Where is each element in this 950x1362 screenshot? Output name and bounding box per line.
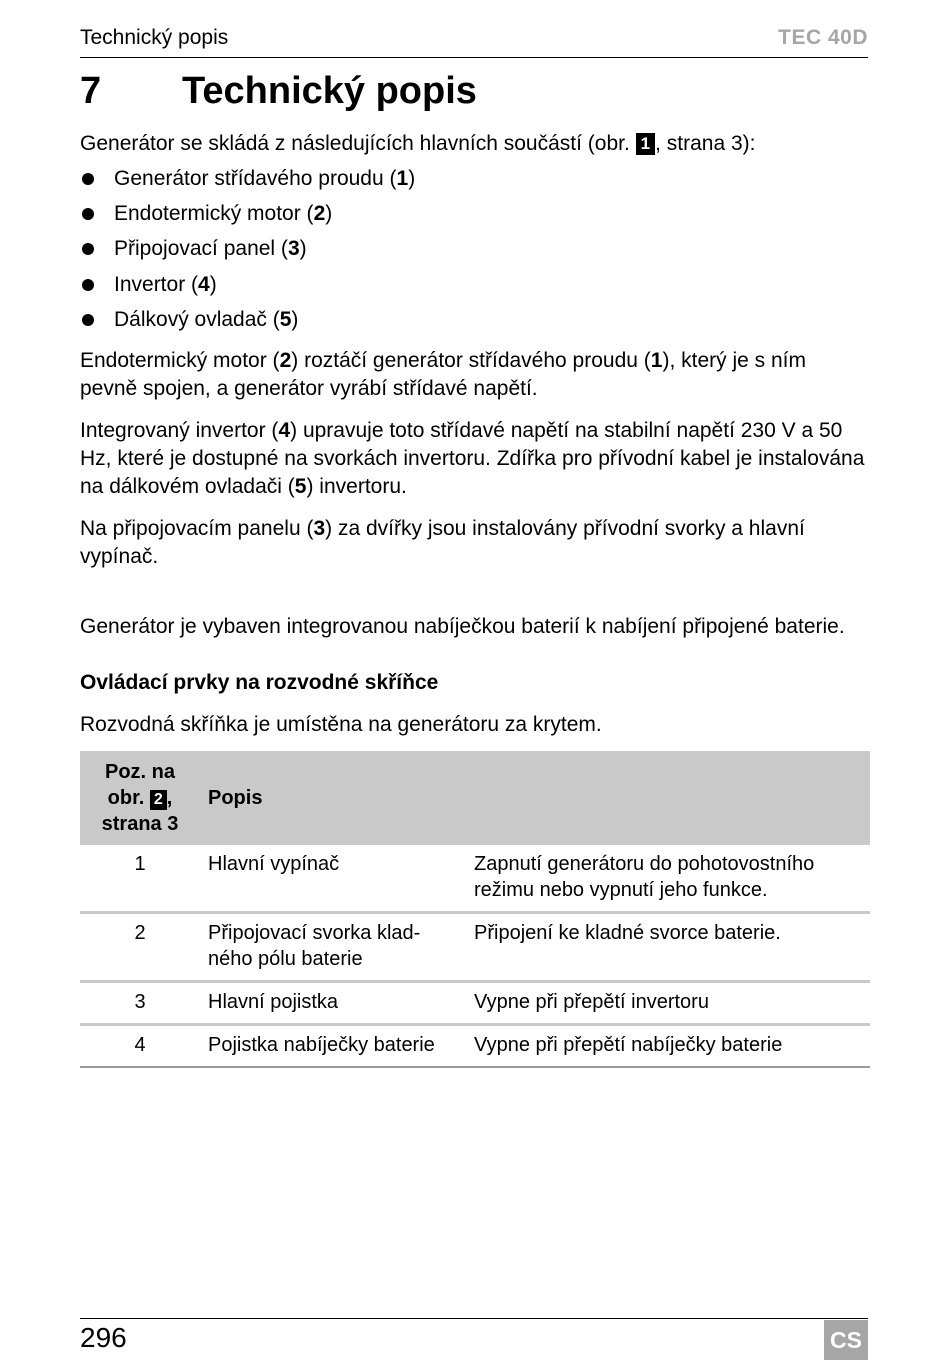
table-row [80, 845, 870, 913]
table-row [80, 981, 870, 1024]
list-item: Připojovací panel (3) [80, 235, 870, 270]
footer-divider [80, 1318, 868, 1319]
list-item: Invertor (4) [80, 271, 870, 306]
subsection-intro: Rozvodná skříňka je umístěna na generátoru za krytem. [80, 712, 602, 736]
paragraph-charger: Generátor je vybaven integrovanou nabíječkou baterií k nabíjení připojené baterie. [80, 614, 845, 638]
cell-description: Vypne při přepětí invertoru [466, 981, 870, 1024]
chapter-title: Technický popis [182, 70, 477, 112]
cell-description: Vypne při přepětí nabíječky baterie [466, 1024, 870, 1067]
list-item: Endotermický motor (2) [80, 200, 870, 235]
list-item: Generátor střídavého proudu (1) [80, 165, 870, 200]
running-header-product: TEC 40D [778, 26, 868, 49]
chapter-heading [80, 70, 477, 113]
cell-name: Pojistka nabíječky baterie [200, 1024, 466, 1067]
table-header-row [80, 751, 870, 845]
paragraph-panel: Na připojovacím panelu (3) za dvířky jsou instalovány přívodní svorky a hlavní vypínač. [80, 516, 805, 568]
subsection-heading: Ovládací prvky na rozvodné skříňce [80, 670, 439, 694]
cell-name: Hlavní pojistka [200, 981, 466, 1024]
cell-description: Připojení ke kladné svorce baterie. [466, 912, 870, 981]
column-header-position: Poz. na obr. 2 , strana 3 [80, 751, 200, 845]
cell-name: Hlavní vypínač [200, 845, 466, 913]
page-number: 296 [80, 1322, 127, 1353]
intro-text-end: , strana 3): [655, 132, 756, 155]
main-content [80, 130, 870, 1068]
column-header-description: Popis [200, 751, 870, 845]
language-badge: CS [824, 1320, 868, 1360]
table-row [80, 912, 870, 981]
table-row [80, 1024, 870, 1067]
cell-position: 1 [80, 845, 200, 913]
component-list [80, 165, 870, 341]
cell-position: 2 [80, 912, 200, 981]
figure-ref-badge: 2 [150, 790, 167, 810]
figure-ref-badge: 1 [636, 133, 655, 155]
chapter-number: 7 [80, 70, 102, 112]
header-divider [80, 57, 868, 58]
cell-name: Připojovací svorka klad-ného pólu baterie [200, 912, 466, 981]
intro-paragraph [80, 130, 870, 158]
paragraph-invertor: Integrovaný invertor (4) upravuje toto střídavé napětí na stabilní napětí 230 V a 50 Hz, které je dostupné na svorkách invertoru. Zdířka pro přívodní kabel je instalována na dálkovém ovladači (5) invertoru. [80, 418, 865, 498]
cell-description: Zapnutí generátoru do pohotovostního režimu nebo vypnutí jeho funkce. [466, 845, 870, 913]
running-header-title: Technický popis [80, 26, 229, 49]
controls-table [80, 751, 870, 1068]
cell-position: 3 [80, 981, 200, 1024]
intro-text: Generátor se skládá z následujících hlavních součástí (obr. [80, 132, 636, 155]
paragraph-motor: Endotermický motor (2) roztáčí generátor střídavého proudu (1), který je s ním pevně spojen, a generátor vyrábí střídavé napětí. [80, 348, 806, 400]
cell-position: 4 [80, 1024, 200, 1067]
list-item: Dálkový ovladač (5) [80, 306, 870, 341]
